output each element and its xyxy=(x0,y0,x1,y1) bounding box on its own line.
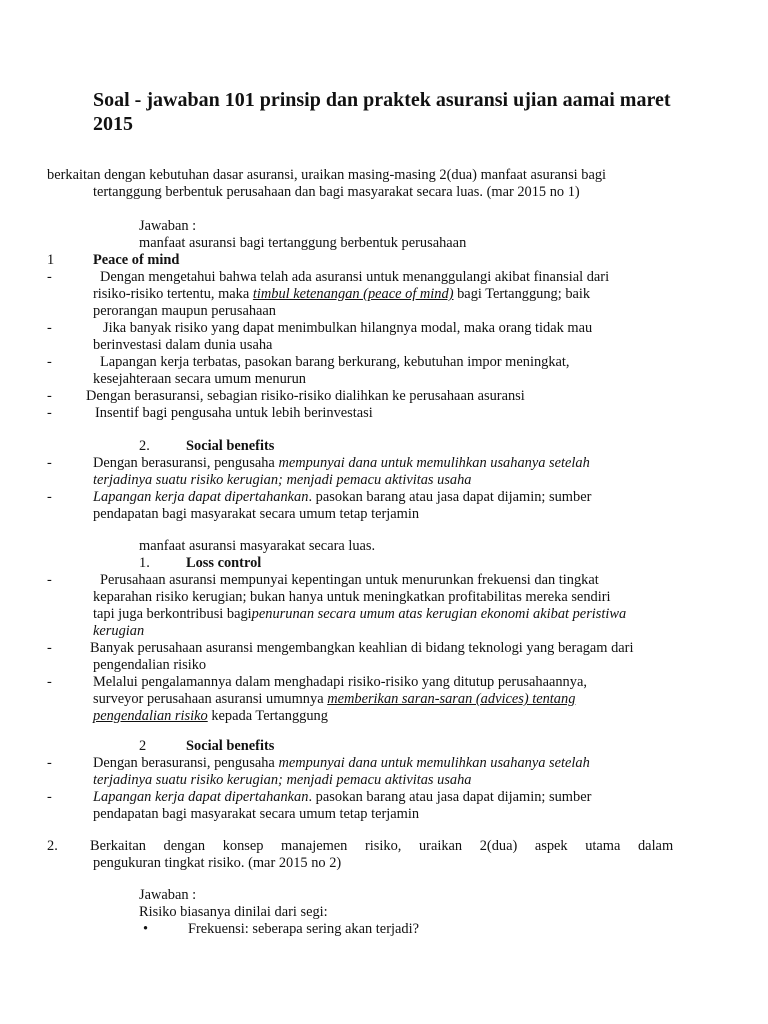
list-item-text: Dengan berasuransi, pengusaha mempunyai dana untuk memulihkan usahanya setelah xyxy=(93,455,590,471)
list-item-text: keparahan risiko kerugian; bukan hanya untuk meningkatkan profitabilitas mereka sendiri xyxy=(93,589,611,605)
section-title-peace-of-mind: Peace of mind xyxy=(93,252,180,268)
subheading-company-benefits: manfaat asuransi bagi tertanggung berbentuk perusahaan xyxy=(139,235,467,251)
answer-lead: Risiko biasanya dinilai dari segi: xyxy=(139,904,328,920)
list-item-text: Lapangan kerja dapat dipertahankan. pasokan barang atau jasa dapat dijamin; sumber xyxy=(93,789,592,805)
list-item-text: Lapangan kerja dapat dipertahankan. pasokan barang atau jasa dapat dijamin; sumber xyxy=(93,489,592,505)
answer-label: Jawaban : xyxy=(139,887,197,903)
subheading-public-benefits: manfaat asuransi masyarakat secara luas. xyxy=(139,538,376,554)
list-dash: - xyxy=(47,269,52,285)
list-item-text: Lapangan kerja terbatas, pasokan barang berkurang, kebutuhan impor meningkat, xyxy=(100,354,570,370)
list-item-text: kesejahteraan secara umum menurun xyxy=(93,371,306,387)
underlined-phrase: pengendalian risiko xyxy=(93,708,208,724)
list-dash: - xyxy=(47,354,52,370)
list-dash: - xyxy=(47,572,52,588)
list-item-text: terjadinya suatu risiko kerugian; menjadi pemacu aktivitas usaha xyxy=(93,472,472,488)
section-number: 1 xyxy=(47,252,55,268)
list-dash: - xyxy=(47,455,52,471)
list-dash: - xyxy=(47,640,52,656)
list-item-text: berinvestasi dalam dunia usaha xyxy=(93,337,273,353)
list-item-text: terjadinya suatu risiko kerugian; menjadi pemacu aktivitas usaha xyxy=(93,772,472,788)
section-number: 2. xyxy=(139,438,150,454)
list-dash: - xyxy=(47,674,52,690)
list-item-text: tapi juga berkontribusi bagipenurunan secara umum atas kerugian ekonomi akibat peristiwa xyxy=(93,606,627,622)
list-item-text: Jika banyak risiko yang dapat menimbulkan hilangnya modal, maka orang tidak mau xyxy=(103,320,593,336)
list-item-text: pendapatan bagi masyarakat secara umum tetap terjamin xyxy=(93,506,420,522)
section-title-social-benefits: Social benefits xyxy=(186,438,275,454)
list-dash: - xyxy=(47,755,52,771)
list-item-text: Dengan berasuransi, pengusaha mempunyai dana untuk memulihkan usahanya setelah xyxy=(93,755,590,771)
list-item-text: Dengan mengetahui bahwa telah ada asuransi untuk menanggulangi akibat finansial dari xyxy=(100,269,610,285)
section-title-loss-control: Loss control xyxy=(186,555,262,571)
question-1-text-line2: tertanggung berbentuk perusahaan dan bagi masyarakat secara luas. (mar 2015 no 1) xyxy=(93,184,580,200)
section-number: 1. xyxy=(139,555,150,571)
answer-label: Jawaban : xyxy=(139,218,197,234)
underlined-phrase: memberikan saran-saran (advices) tentang xyxy=(327,691,576,707)
list-item-text: Perusahaan asuransi mempunyai kepentingan untuk menurunkan frekuensi dan tingkat xyxy=(100,572,599,588)
list-item-text: Insentif bagi pengusaha untuk lebih berinvestasi xyxy=(95,405,373,421)
bullet-item-text: Frekuensi: seberapa sering akan terjadi? xyxy=(188,921,419,937)
list-item-text: Melalui pengalamannya dalam menghadapi risiko-risiko yang ditutup perusahaannya, xyxy=(93,674,587,690)
list-item-text: kerugian xyxy=(93,623,145,639)
list-dash: - xyxy=(47,405,52,421)
question-2-text-line1: Berkaitan dengan konsep manajemen risiko, uraikan 2(dua) aspek utama dalam xyxy=(90,838,674,854)
list-item-text: perorangan maupun perusahaan xyxy=(93,303,277,319)
list-dash: - xyxy=(47,388,52,404)
question-2-text-line2: pengukuran tingkat risiko. (mar 2015 no 2) xyxy=(93,855,342,871)
list-item-text: risiko-risiko tertentu, maka timbul ketenangan (peace of mind) bagi Tertanggung; baik xyxy=(93,286,591,302)
underlined-phrase: timbul ketenangan (peace of mind) xyxy=(252,286,454,302)
document-title: Soal - jawaban 101 prinsip dan praktek asuransi ujian aamai maret 2015 xyxy=(93,89,671,135)
list-item-text: pengendalian risiko xyxy=(93,657,207,673)
section-number: 2 xyxy=(139,738,147,754)
list-dash: - xyxy=(47,489,52,505)
question-1-text-line1: berkaitan dengan kebutuhan dasar asuransi, uraikan masing-masing 2(dua) manfaat asuransi bagi xyxy=(47,167,607,183)
list-item-text: Banyak perusahaan asuransi mengembangkan keahlian di bidang teknologi yang beragam dari xyxy=(90,640,634,656)
section-title-social-benefits: Social benefits xyxy=(186,738,275,754)
list-item-text: pengendalian risiko kepada Tertanggung xyxy=(93,708,328,724)
list-item-text: pendapatan bagi masyarakat secara umum tetap terjamin xyxy=(93,806,420,822)
question-number: 2. xyxy=(47,838,58,854)
bullet-icon: • xyxy=(143,921,149,937)
list-item-text: Dengan berasuransi, sebagian risiko-risiko dialihkan ke perusahaan asuransi xyxy=(86,388,525,404)
list-item-text: surveyor perusahaan asuransi umumnya memberikan saran-saran (advices) tentang xyxy=(93,691,576,707)
list-dash: - xyxy=(47,789,52,805)
list-dash: - xyxy=(47,320,52,336)
